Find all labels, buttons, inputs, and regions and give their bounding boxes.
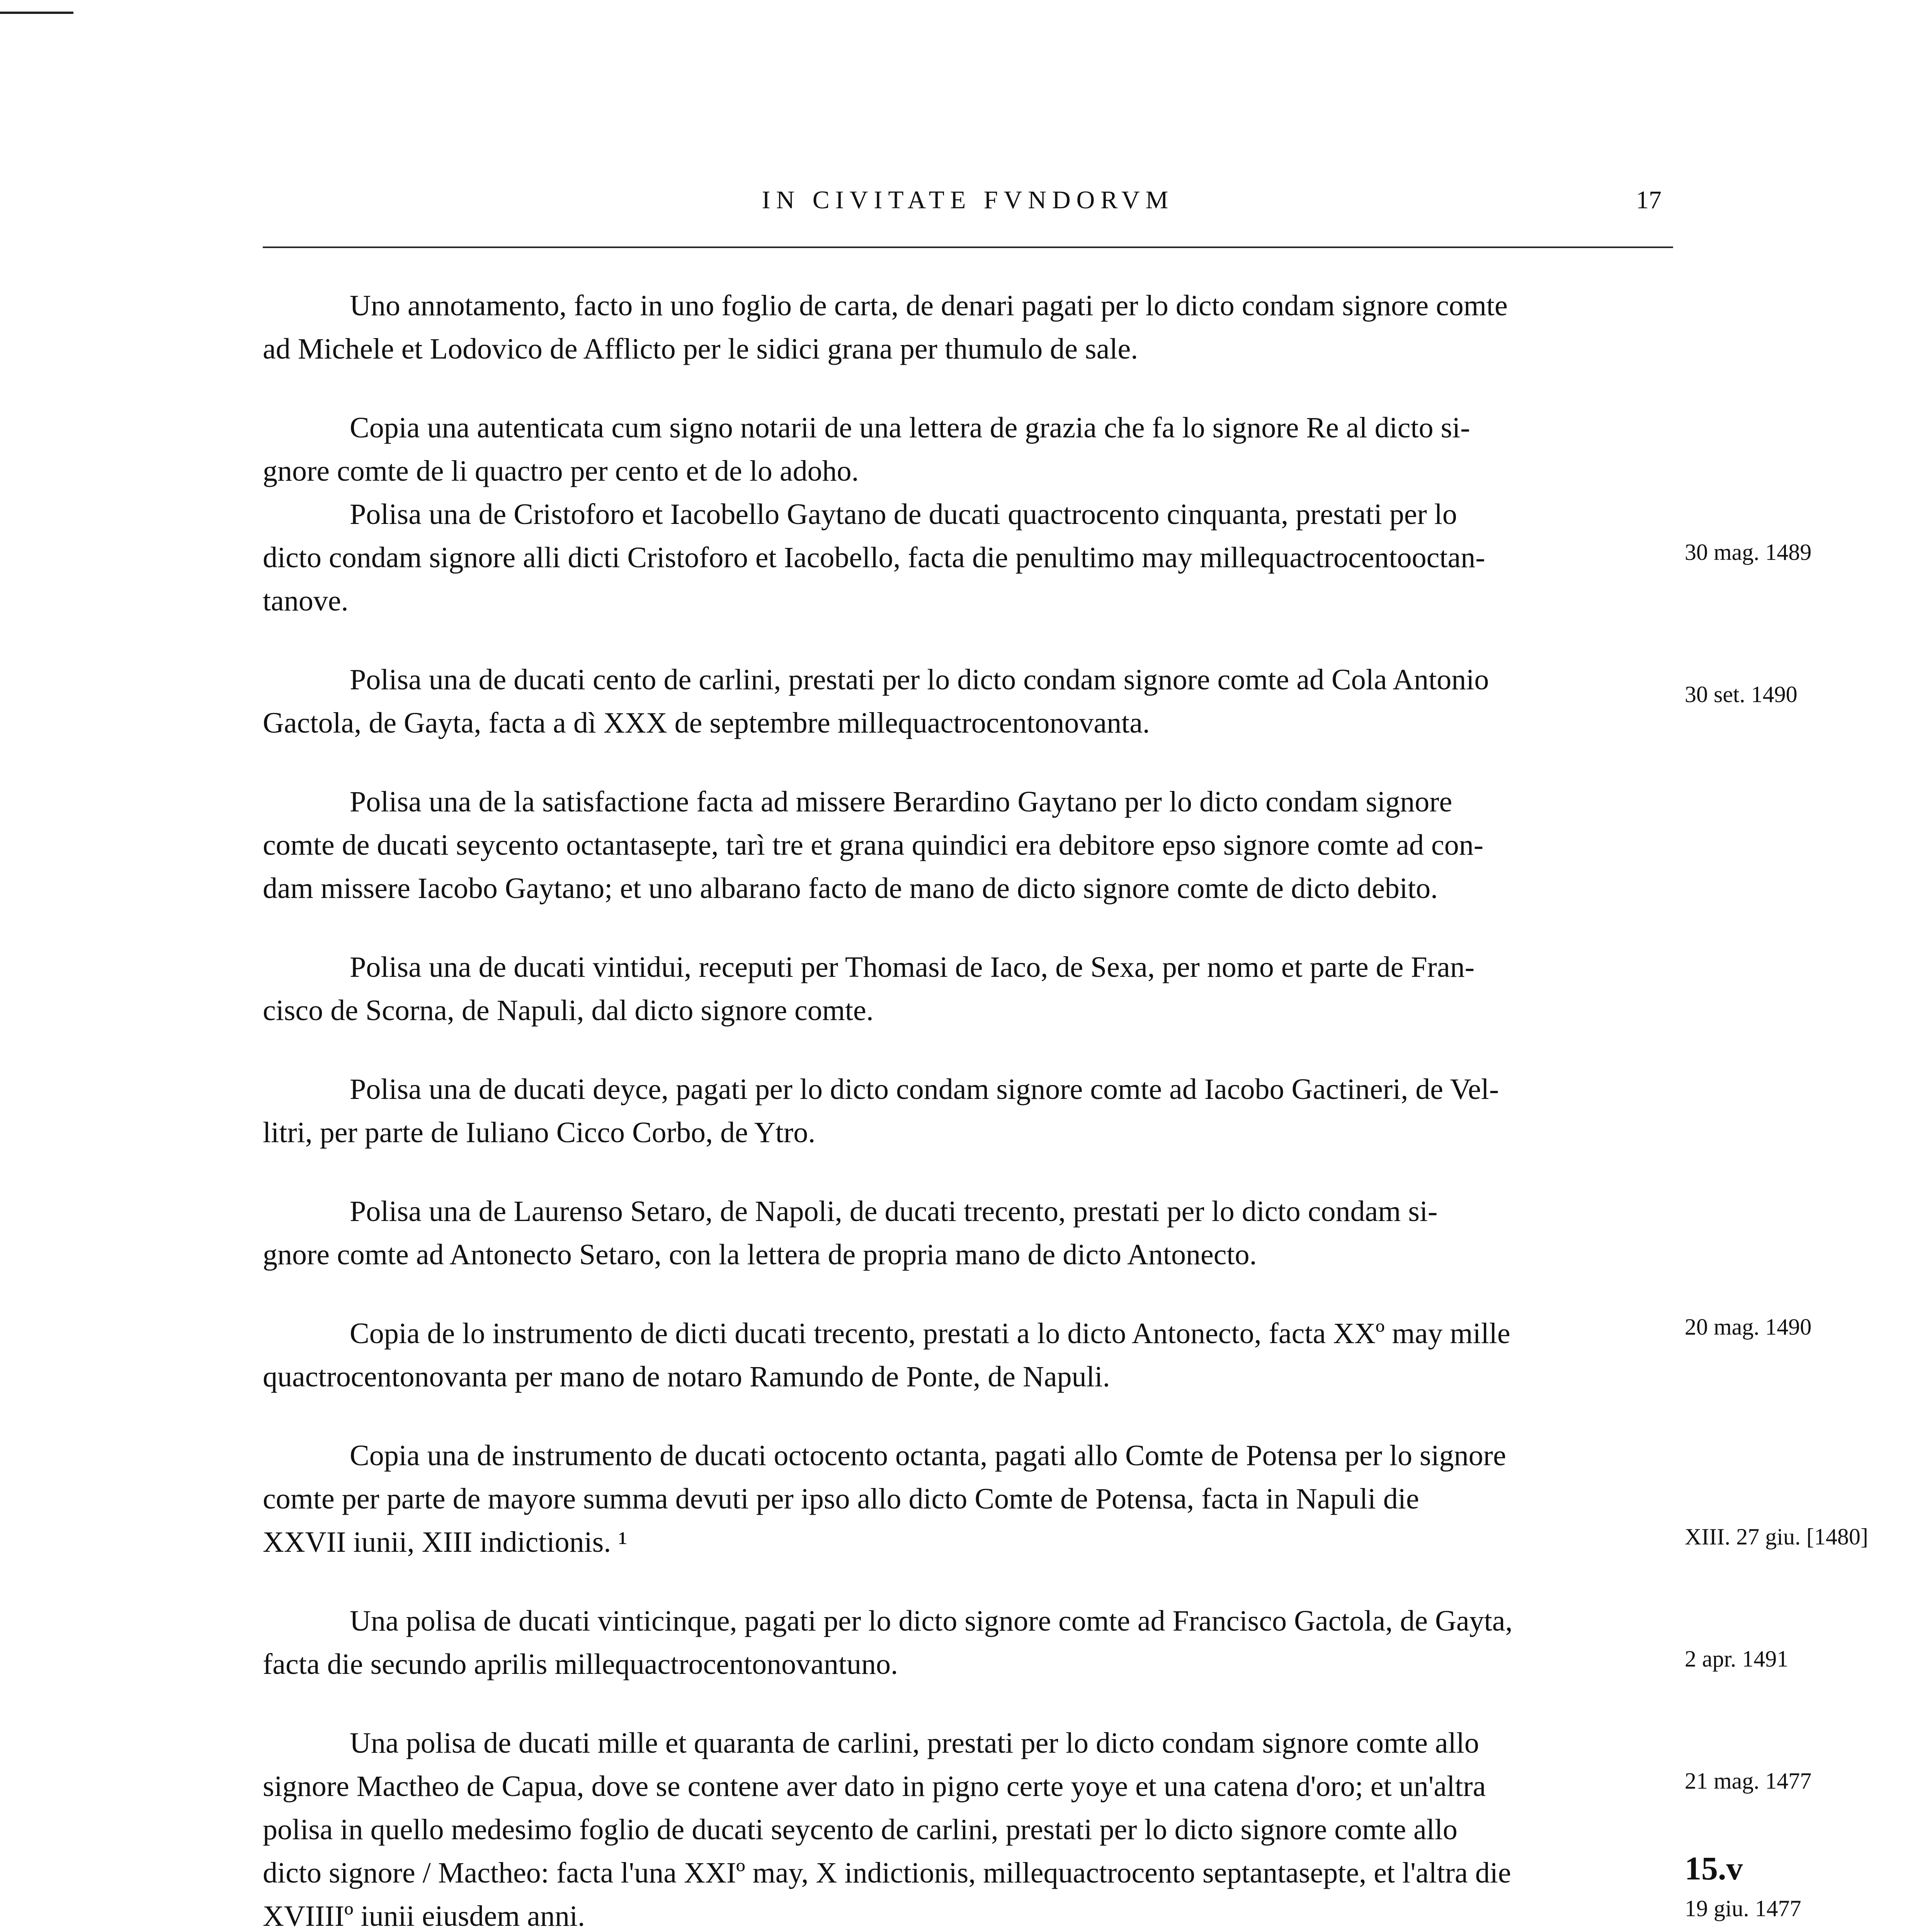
- margin-date: 30 mag. 1489: [1685, 539, 1812, 565]
- edge-mark: [0, 12, 73, 14]
- folio-mark: 15.v: [1685, 1850, 1743, 1887]
- entry-4-block: [263, 658, 1798, 745]
- entry-7: Polisa una de ducati deyce, pagati per lo dicto condam signore comte ad Iacobo Gactineri, de Vel- litri, per parte de Iuliano Cicco Corbo, de Ytro.: [263, 1073, 1499, 1149]
- entry-10: Copia una de instrumento de ducati octocento octanta, pagati allo Comte de Potensa per lo signore comte per parte de mayore summa devuti per ipso allo dicto Comte de Potensa, facta in Napuli die XXVII iunii, XIII indictionis. ¹: [263, 1439, 1506, 1558]
- entry-6: Polisa una de ducati vintidui, receputi per Thomasi de Iaco, de Sexa, per nomo et parte de Fran- cisco de Scorna, de Napuli, dal dicto signore comte.: [263, 951, 1475, 1027]
- entry-11: Una polisa de ducati vinticinque, pagati per lo dicto signore comte ad Francisco Gactola, de Gayta, facta die secundo aprilis millequactrocentonovantuno.: [263, 1605, 1513, 1680]
- header-rule: [263, 247, 1673, 248]
- entry-4: Polisa una de ducati cento de carlini, prestati per lo dicto condam signore comte ad Cola Antonio Gactola, de Gayta, facta a dì XXX de septembre millequactrocentonovanta.: [263, 663, 1489, 739]
- margin-date: XIII. 27 giu. [1480]: [1685, 1524, 1868, 1549]
- entry-8: Polisa una de Laurenso Setaro, de Napoli, de ducati trecento, prestati per lo dicto condam si- gnore comte ad Antonecto Setaro, con la lettera de propria mano de dicto Antonecto.: [263, 1195, 1438, 1271]
- running-title: IN CIVITATE FVNDORVM: [762, 186, 1174, 214]
- margin-date: 21 mag. 1477: [1685, 1768, 1812, 1794]
- page-header: [263, 182, 1673, 240]
- entry-12-block: [263, 1721, 1812, 1932]
- entry-3: Polisa una de Cristoforo et Iacobello Gaytano de ducati quactrocento cinquanta, prestati per lo dicto condam signore alli dicti Cristoforo et Iacobello, facta die penultimo may millequactrocentooctan- tanove.: [263, 498, 1485, 617]
- entry-9: Copia de lo instrumento de dicti ducati trecento, prestati a lo dicto Antonecto, facta XXº may mille quactrocentonovanta per mano de notaro Ramundo de Ponte, de Napuli.: [263, 1317, 1510, 1393]
- entry-1: Uno annotamento, facto in uno foglio de carta, de denari pagati per lo dicto condam signore comte ad Michele et Lodovico de Afflicto per le sidici grana per thumulo de sale.: [263, 289, 1508, 365]
- inventory-entries: [263, 284, 1868, 1932]
- entry-3-block: [263, 493, 1812, 622]
- page-number: 17: [1636, 186, 1662, 214]
- margin-date: 30 set. 1490: [1685, 682, 1798, 707]
- entry-2: Copia una autenticata cum signo notarii de una lettera de grazia che fa lo signore Re al dicto si- gnore comte de li quactro per cento et de lo adoho.: [263, 412, 1470, 487]
- entry-9-block: [263, 1312, 1812, 1398]
- entry-12: Una polisa de ducati mille et quaranta de carlini, prestati per lo dicto condam signore comte allo signore Mactheo de Capua, dove se contene aver dato in pigno certe yoye et una catena d'oro; et un'altra polisa in quello medesimo foglio de ducati seycento de carlini, prestati per lo dicto signore comte allo dicto signore / Mactheo: facta l'una XXIº may, X indictionis, millequactrocento septantasepte, et l'altra die XVIIIIº iunii eiusdem anni.: [263, 1727, 1511, 1932]
- margin-date: 19 giu. 1477: [1685, 1896, 1801, 1921]
- entry-5: Polisa una de la satisfactione facta ad missere Berardino Gaytano per lo dicto condam signore comte de ducati seycento octantasepte, tarì tre et grana quindici era debitore epso signore comte ad con- dam missere Iacobo Gaytano; et uno albarano facto de mano de dicto signore comte de dicto debito.: [263, 786, 1484, 905]
- entry-10-block: [263, 1434, 1868, 1564]
- margin-date: 20 mag. 1490: [1685, 1314, 1812, 1340]
- entry-11-block: [263, 1599, 1789, 1686]
- margin-date: 2 apr. 1491: [1685, 1646, 1789, 1672]
